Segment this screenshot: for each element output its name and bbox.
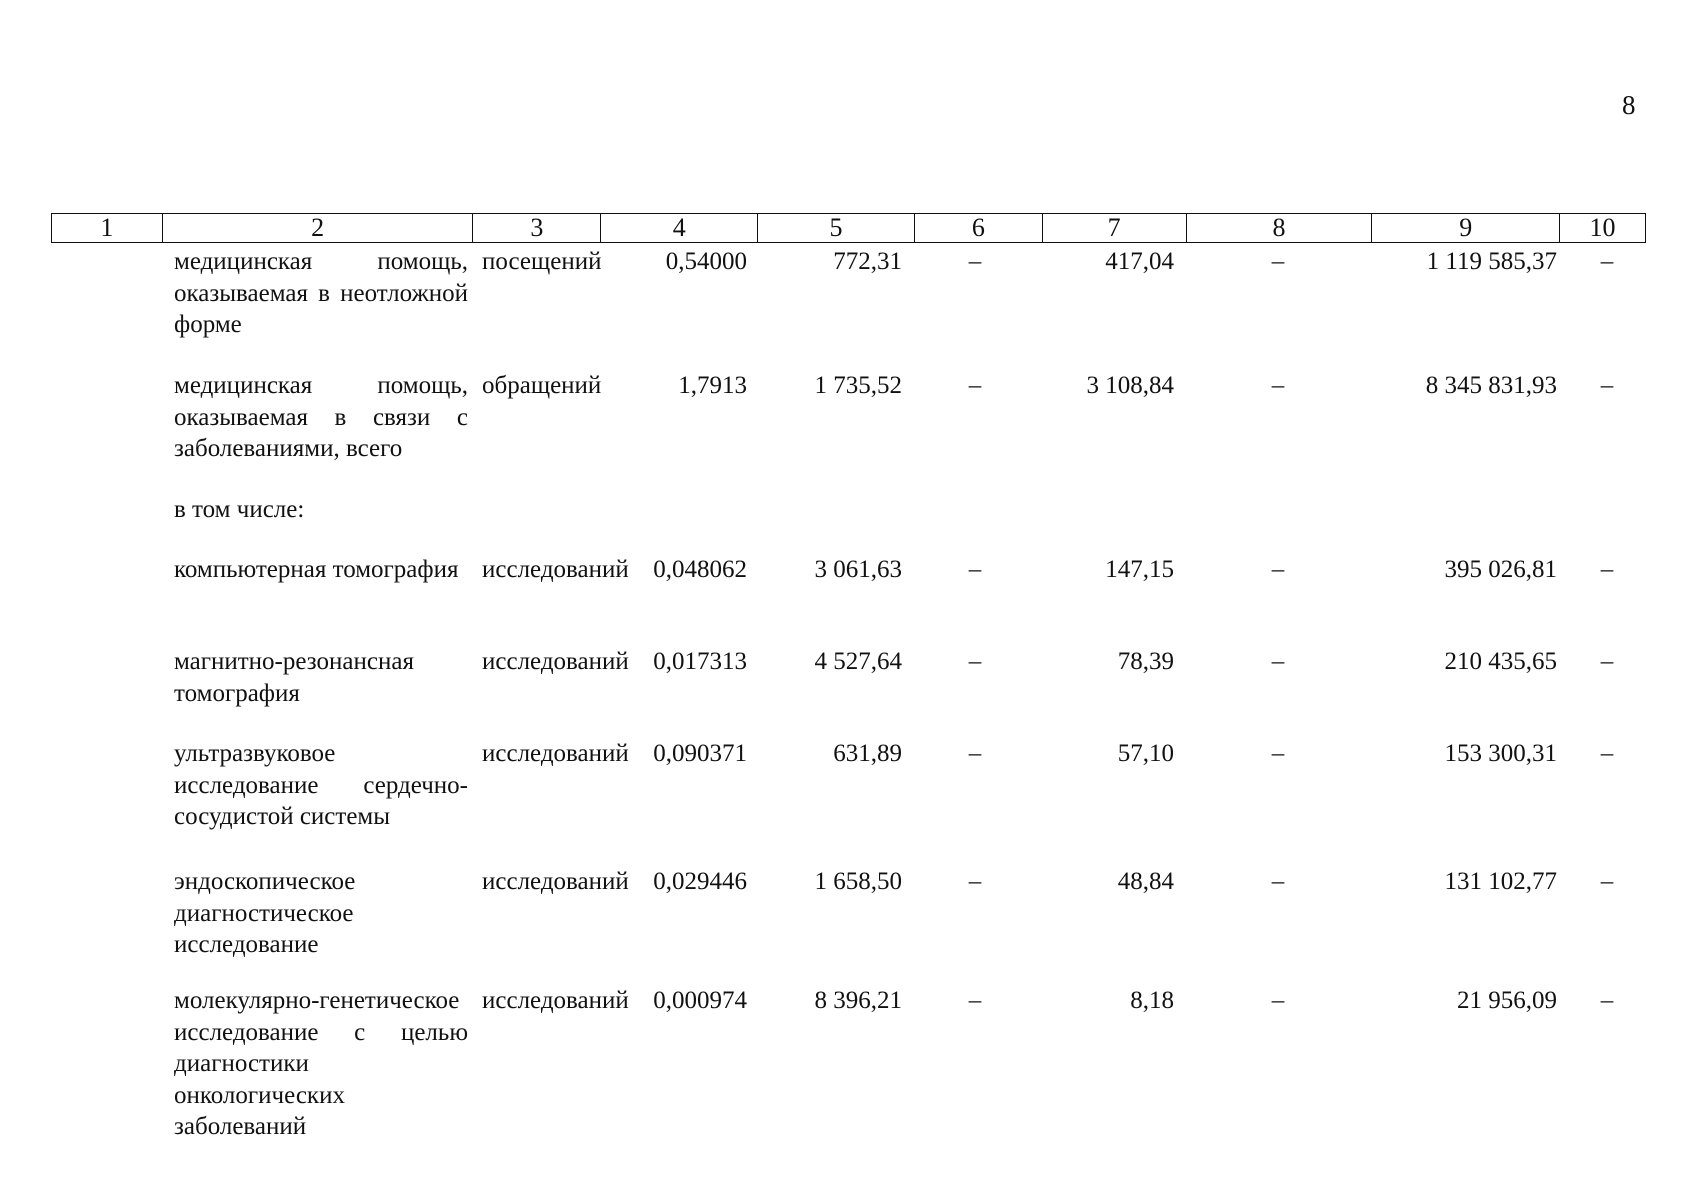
service-description: ультразвуковое исследование сердечно-сосудистой системы (174, 740, 468, 830)
col-8-value: – (1271, 648, 1285, 675)
header-cell: 3 (473, 214, 601, 242)
col-6-value: – (968, 372, 982, 399)
col-9-value: 210 435,65 (1444, 648, 1557, 675)
unit-of-measure: исследований (482, 648, 629, 675)
col-10-value: – (1600, 868, 1614, 895)
table-header (51, 213, 1646, 243)
col-10-value: – (1600, 248, 1614, 275)
unit-of-measure: исследований (482, 868, 629, 895)
col-9-value: 131 102,77 (1444, 868, 1557, 895)
col-9-value: 21 956,09 (1457, 987, 1557, 1014)
header-cell: 4 (601, 214, 758, 242)
col-7-value: 78,39 (1117, 648, 1174, 675)
col-4-value: 1,7913 (678, 372, 747, 399)
col-5-value: 4 527,64 (814, 648, 902, 675)
col-9-value: 1 119 585,37 (1426, 248, 1557, 275)
col-5-value: 631,89 (833, 740, 902, 767)
col-9-value: 153 300,31 (1444, 740, 1557, 767)
service-description: эндоскопическое диагностическое исследование (174, 868, 356, 958)
header-cell: 1 (52, 214, 163, 242)
col-8-value: – (1271, 372, 1285, 399)
unit-of-measure: обращений (482, 372, 602, 399)
col-5-value: 772,31 (833, 248, 902, 275)
service-description: медицинская помощь, оказываемая в неотложной форме (174, 248, 468, 338)
header-cell: 5 (758, 214, 915, 242)
col-9-value: 395 026,81 (1444, 556, 1557, 583)
header-cell: 2 (163, 214, 474, 242)
col-8-value: – (1271, 248, 1285, 275)
col-10-value: – (1600, 740, 1614, 767)
col-8-value: – (1271, 740, 1285, 767)
header-cell: 6 (915, 214, 1043, 242)
col-6-value: – (968, 248, 982, 275)
col-10-value: – (1600, 372, 1614, 399)
col-4-value: 0,54000 (665, 248, 747, 275)
unit-of-measure: исследований (482, 556, 629, 583)
col-6-value: – (968, 868, 982, 895)
col-6-value: – (968, 648, 982, 675)
unit-of-measure: посещений (482, 248, 602, 275)
col-5-value: 1 658,50 (814, 868, 902, 895)
col-10-value: – (1600, 648, 1614, 675)
service-description: магнитно-резонансная томография (174, 648, 414, 707)
col-6-value: – (968, 556, 982, 583)
col-5-value: 1 735,52 (814, 372, 902, 399)
page-number: 8 (1622, 90, 1636, 120)
col-4-value: 0,048062 (653, 556, 747, 583)
col-10-value: – (1600, 556, 1614, 583)
col-8-value: – (1271, 868, 1285, 895)
col-7-value: 8,18 (1130, 987, 1174, 1014)
col-7-value: 147,15 (1105, 556, 1174, 583)
col-4-value: 0,000974 (653, 987, 747, 1014)
section-label: в том числе: (174, 496, 305, 523)
col-7-value: 417,04 (1105, 248, 1174, 275)
col-6-value: – (968, 740, 982, 767)
col-5-value: 3 061,63 (814, 556, 902, 583)
col-5-value: 8 396,21 (814, 987, 902, 1014)
col-4-value: 0,017313 (653, 648, 747, 675)
col-7-value: 3 108,84 (1086, 372, 1174, 399)
service-description: компьютерная томография (174, 556, 459, 583)
header-cell: 7 (1043, 214, 1187, 242)
col-8-value: – (1271, 556, 1285, 583)
unit-of-measure: исследований (482, 740, 629, 767)
col-6-value: – (968, 987, 982, 1014)
col-7-value: 57,10 (1117, 740, 1174, 767)
col-8-value: – (1271, 987, 1285, 1014)
col-9-value: 8 345 831,93 (1425, 372, 1557, 399)
unit-of-measure: исследований (482, 987, 629, 1014)
service-description: медицинская помощь, оказываемая в связи с заболеваниями, всего (174, 372, 468, 462)
service-description: молекулярно-генетическое исследование с целью диагностики онкологических заболеваний (174, 987, 468, 1140)
col-7-value: 48,84 (1117, 868, 1174, 895)
header-cell: 9 (1372, 214, 1560, 242)
col-4-value: 0,029446 (653, 868, 747, 895)
col-10-value: – (1600, 987, 1614, 1014)
header-cell: 8 (1187, 214, 1373, 242)
col-4-value: 0,090371 (653, 740, 747, 767)
header-cell: 10 (1589, 213, 1616, 242)
